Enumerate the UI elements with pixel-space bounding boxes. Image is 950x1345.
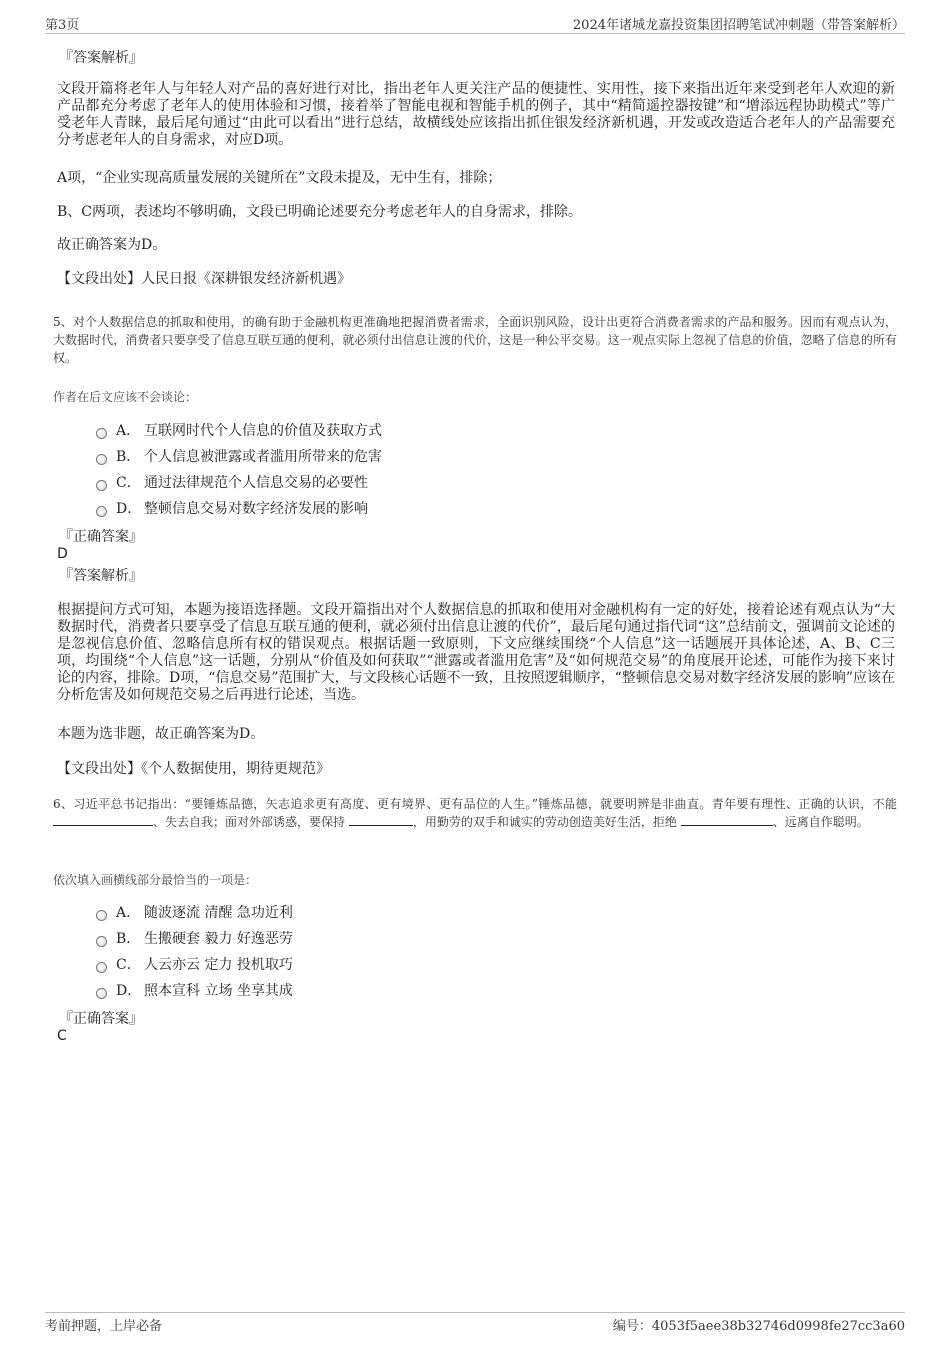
option-d[interactable]: [96, 500, 368, 518]
page-header: [45, 14, 905, 34]
fill-blank: [681, 813, 773, 826]
fill-blank: [349, 813, 413, 826]
radio-button[interactable]: [96, 428, 107, 439]
analysis-paragraph: 文段开篇将老年人与年轻人对产品的喜好进行对比，指出老年人更关注产品的便捷性、实用性，接下来指出近年来受到老年人欢迎的新产品都充分考虑了老年人的使用体验和习惯，接着举了智能电视和智能手机的例子，其中“精简遥控器按键”和“增添远程协助模式”等广受老年人青睐，最后尾句通过“由此可以看出”进行总结，故横线处应该指出抓住银发经济新机遇，开发或改造适合老年人的产品需要充分考虑老年人的自身需求，对应D项。: [57, 81, 895, 148]
option-c[interactable]: [96, 956, 293, 974]
option-text: 通过法律规范个人信息交易的必要性: [144, 475, 368, 491]
option-text: 人云亦云 定力 投机取巧: [144, 957, 293, 973]
fill-blank: [53, 813, 153, 826]
radio-button[interactable]: [96, 506, 107, 517]
page-footer: [45, 1312, 905, 1335]
stem-text: ，用勤劳的双手和诚实的劳动创造美好生活，拒绝: [412, 815, 677, 829]
analysis-paragraph: 故正确答案为D。: [57, 237, 167, 253]
option-text: 互联网时代个人信息的价值及获取方式: [144, 423, 382, 439]
option-letter: B．: [116, 449, 141, 465]
question-stem: [53, 795, 897, 831]
option-d[interactable]: [96, 982, 293, 1000]
option-a[interactable]: [96, 422, 382, 440]
analysis-paragraph: 根据提问方式可知，本题为接语选择题。文段开篇指出对个人数据信息的抓取和使用对金融机构有一定的好处，接着论述有观点认为“大数据时代，消费者只要享受了信息互联互通的便利，就必须付出信息让渡的代价”，最后尾句通过指代词“这”总结前文，强调前文论述的是忽视信息价值、忽略信息所有权的错误观点。根据话题一致原则，下文应继续围绕“个人信息”这一话题展开具体论述，A、B、C三项，均围绕“个人信息”这一话题，分别从“价值及如何获取”“泄露或者滥用危害”及“如何规范交易”的角度展开论述，可能作为接下来讨论的内容，排除。D项，“信息交易”范围扩大，与文段核心话题不一致，且按照逻辑顺序，“整顿信息交易对数字经济发展的影响”应该在分析危害及如何规范交易之后再进行论述，当选。: [57, 602, 895, 703]
option-letter: C．: [116, 475, 141, 491]
page-number: 第3页: [45, 18, 80, 33]
question-prompt: 作者在后文应该不会谈论：: [53, 390, 198, 404]
radio-button[interactable]: [96, 936, 107, 947]
radio-button[interactable]: [96, 962, 107, 973]
stem-text: 、失去自我；面对外部诱惑，要保持: [153, 815, 346, 829]
question-prompt: 依次填入画横线部分最恰当的一项是：: [53, 873, 258, 887]
option-letter: A．: [116, 905, 141, 921]
radio-button[interactable]: [96, 480, 107, 491]
question-stem: 5、对个人数据信息的抓取和使用，的确有助于金融机构更准确地把握消费者需求，全面识别风险，设计出更符合消费者需求的产品和服务。因而有观点认为，大数据时代，消费者只要享受了信息互联互通的便利，就必须付出信息让渡的代价，这是一种公平交易。这一观点实际上忽视了信息的价值，忽略了信息的所有权。: [53, 315, 897, 365]
analysis-conclusion: 本题为选非题，故正确答案为D。: [57, 726, 265, 742]
option-letter: D．: [116, 983, 142, 999]
analysis-label: 『答案解析』: [59, 568, 143, 584]
option-letter: A．: [116, 423, 141, 439]
option-letter: D．: [116, 501, 142, 517]
stem-text: 6、习近平总书记指出：“要锤炼品德，矢志追求更有高度、更有境界、更有品位的人生。”锤炼品德，就要明辨是非曲直。青年要有理性、正确的认识，不能: [53, 797, 897, 811]
answer-label: 『正确答案』: [59, 529, 143, 545]
option-text: 个人信息被泄露或者滥用所带来的危害: [144, 449, 382, 465]
option-a[interactable]: [96, 904, 293, 922]
option-b[interactable]: [96, 448, 382, 466]
analysis-label: 『答案解析』: [59, 50, 143, 66]
analysis-paragraph: B、C两项，表述均不够明确，文段已明确论述要充分考虑老年人的自身需求，排除。: [57, 204, 582, 220]
radio-button[interactable]: [96, 988, 107, 999]
option-text: 照本宣科 立场 坐享其成: [144, 983, 293, 999]
option-text: 整顿信息交易对数字经济发展的影响: [144, 501, 368, 517]
correct-answer: C: [57, 1028, 67, 1044]
option-text: 随波逐流 清醒 急功近利: [144, 905, 293, 921]
option-b[interactable]: [96, 930, 293, 948]
option-c[interactable]: [96, 474, 368, 492]
analysis-paragraph: A项，“企业实现高质量发展的关键所在”文段未提及，无中生有，排除；: [57, 170, 502, 186]
stem-text: 、远离自作聪明。: [772, 815, 869, 829]
source-line: 【文段出处】人民日报《深耕银发经济新机遇》: [57, 271, 351, 287]
source-line: 【文段出处】《个人数据使用，期待更规范》: [57, 761, 330, 777]
option-text: 生搬硬套 毅力 好逸恶劳: [144, 931, 293, 947]
option-letter: C．: [116, 957, 141, 973]
option-letter: B．: [116, 931, 141, 947]
document-title: 2024年诸城龙嘉投资集团招聘笔试冲刺题（带答案解析）: [572, 18, 905, 33]
correct-answer: D: [57, 546, 68, 562]
document-id: 编号：4053f5aee38b32746d0998fe27cc3a60: [612, 1319, 905, 1334]
footer-slogan: 考前押题，上岸必备: [45, 1319, 163, 1334]
radio-button[interactable]: [96, 454, 107, 465]
radio-button[interactable]: [96, 910, 107, 921]
answer-label: 『正确答案』: [59, 1011, 143, 1027]
